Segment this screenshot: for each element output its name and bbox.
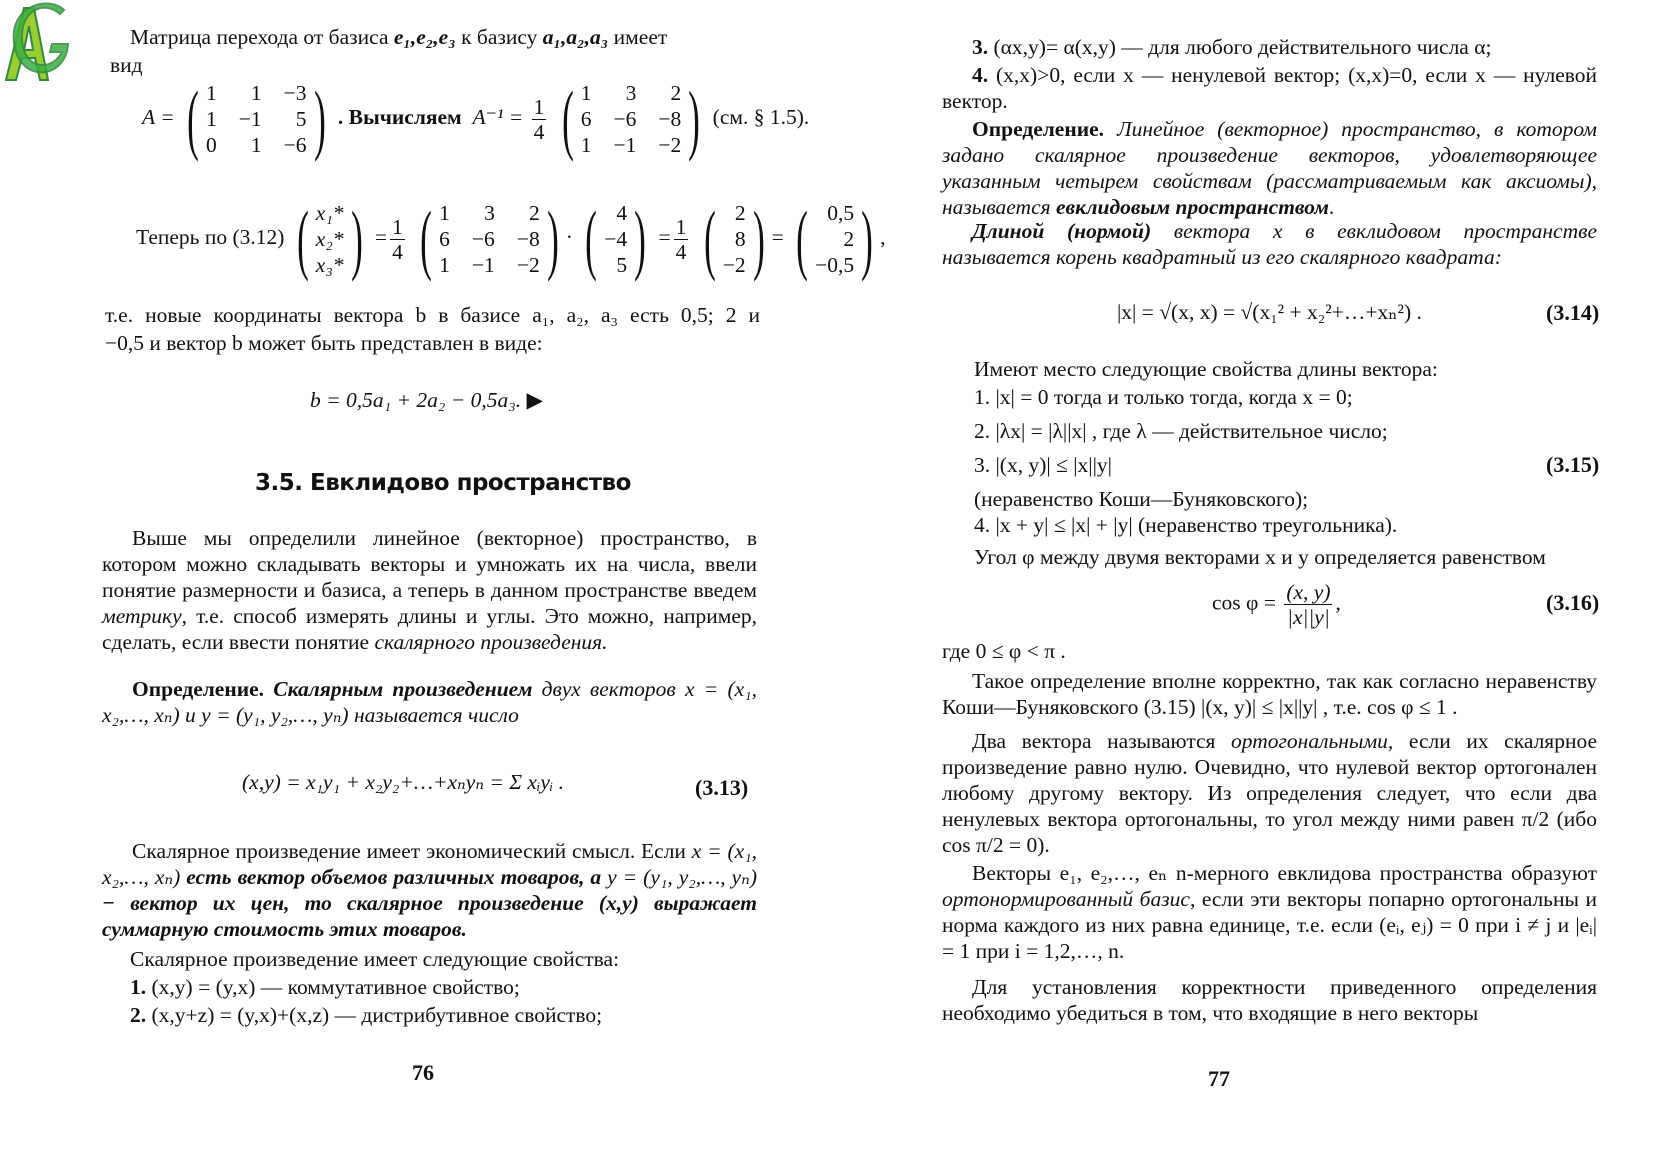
length-property-4: 4. |x + y| ≤ |x| + |y| (неравенство треугольника). xyxy=(974,513,1398,537)
matrix-cell: −4 xyxy=(604,227,628,251)
ag-logo-icon xyxy=(0,0,72,88)
equation-number: (3.16) xyxy=(1546,590,1600,615)
cauchy-note: (неравенство Коши—Буняковского); xyxy=(974,487,1309,511)
equation-number: (3.15) xyxy=(1546,452,1600,477)
matrix-a: ( 1 1 −3 1 −1 5 0 1 −6 ) xyxy=(187,75,326,162)
matrix-cell: 4 xyxy=(616,201,628,225)
matrix-cell: 0 xyxy=(206,133,217,157)
correctness-paragraph: Такое определение вполне корректно, так как согласно неравенству Коши—Буняковского (3.15) |(x, y)| ≤ |x||y| , т.е. cos φ ≤ 1 . xyxy=(942,669,1597,719)
orthonormal-basis-paragraph: Векторы e₁, e₂,…, eₙ n-мерного евклидова пространства образуют ортонормированный базис, если эти векторы попарно ортогональны и норма каждого из них равна единице, т.е. если (eᵢ, eⱼ) = 0 при i ≠ j и |eᵢ| = 1 при i = 1,2,…, n. xyxy=(942,861,1597,963)
property-2: 2. (x,y+z) = (y,x)+(x,z) — дистрибутивное свойство; xyxy=(130,1003,603,1027)
economic-meaning-paragraph: Скалярное произведение имеет экономический смысл. Если x = (x₁, x₂,…, xₙ) есть вектор объемов различных товаров, а y = (y₁, y₂,…, yₙ) − вектор их цен, то скалярное произведение (x,y) выражает суммарную стоимость этих товаров. xyxy=(102,839,757,941)
matrix-cell: −6 xyxy=(613,107,637,131)
vector-product: ( 2 8 −2 ) xyxy=(703,195,765,282)
b-equation xyxy=(310,388,543,413)
section-reference: (см. § 1.5). xyxy=(712,104,810,129)
matrix-cell: 1 xyxy=(580,81,592,105)
matrix-a-label: A = xyxy=(142,104,175,129)
basis-e: e₁,e₂,e₃ xyxy=(393,25,456,49)
matrix-cell: −1 xyxy=(613,133,637,157)
matrix-cell: 8 xyxy=(734,227,746,251)
matrix-cell: −8 xyxy=(658,107,682,131)
term-orthonormal-basis: ортонормированный базис xyxy=(942,887,1190,911)
properties-intro: Скалярное произведение имеет следующие свойства: xyxy=(130,947,620,971)
equation-3-13: (x,y) = x₁y₁ + x₂y₂+…+xₙyₙ = Σ xᵢyᵢ . xyxy=(242,770,565,794)
term-orthogonal: ортогональными, xyxy=(1231,729,1394,753)
cos-fraction: $\frac{(x, y)}{|x||y|}$ xyxy=(1286,580,1331,629)
matrix-cell: −8 xyxy=(516,227,540,251)
matrix-cell: x₂* xyxy=(315,227,344,251)
matrix-cell: −1 xyxy=(238,107,262,131)
matrix-cell: 1 xyxy=(580,133,592,157)
intro-mid: к базису xyxy=(461,25,538,49)
intro-line2: вид xyxy=(110,53,143,77)
matrix-cell: 1 xyxy=(250,133,262,157)
vector-b: ( 4 −4 5 ) xyxy=(585,195,646,282)
matrix-cell: 3 xyxy=(625,81,637,105)
matrix-cell: −2 xyxy=(722,253,746,277)
matrix-cell: x₃* xyxy=(315,253,344,277)
definition-euclidean-space: Определение. Линейное (векторное) пространство, в котором задано скалярное произведение векторов, удовлетворяющее указанным четырем свойствам (рассматриваемым как аксиомы), называется евклидовым пространством. xyxy=(942,117,1597,219)
vector-result: ( 0,5 2 −0,5 ) xyxy=(796,195,873,282)
matrix-equation xyxy=(142,75,810,162)
length-property-1: 1. |x| = 0 тогда и только тогда, когда x = 0; xyxy=(974,385,1353,409)
property-4: 4. (x,x)>0, если x — ненулевой вектор; (x,x)=0, если x — нулевой вектор. xyxy=(942,63,1598,113)
matrix-cell: 1 xyxy=(439,253,450,277)
coordinates-equation: Теперь по (3.12) ( x₁* x₂* x₃* ) = $\frac{1}{4}$ ( 1 3 2 6 −6 −8 1 −1 −2 ) · ( 4 −4 5 ) = $\frac{1}{4}$ ( 2 8 −2 ) = ( 0,5 2 −0,5 ) , xyxy=(136,195,886,282)
matrix-cell: −2 xyxy=(516,253,540,277)
now-text: Теперь по (3.12) xyxy=(136,224,285,249)
term-scalar-product: скалярного произведения. xyxy=(374,630,608,654)
right-page xyxy=(942,0,1642,1161)
b-equation-text: b = 0,5a₁ + 2a₂ − 0,5a₃. xyxy=(310,388,522,412)
equation-number: (3.14) xyxy=(1546,300,1600,325)
term-norm: Длиной (нормой) xyxy=(972,219,1152,243)
term-scalar: Скалярным произведением xyxy=(273,677,533,701)
fraction-quarter: $\frac{1}{4}$ xyxy=(675,214,687,264)
matrix-cell: 0,5 xyxy=(827,201,855,225)
matrix-cell: −6 xyxy=(283,133,307,157)
orthogonal-paragraph: Два вектора называются ортогональными, если их скалярное произведение равно нулю. Очевидно, что нулевой вектор ортогонален любому другому вектору. Из определения следует, что если два ненулевых вектора ортогональны, то угол между ними равен π/2 (ибо cos π/2 = 0). xyxy=(942,729,1598,857)
matrix-cell: 1 xyxy=(439,201,450,225)
property-3: 3. (αx,y)= α(x,y) — для любого действительного числа α; xyxy=(972,35,1492,59)
term-euclidean-space: евклидовым пространством xyxy=(1056,195,1329,219)
angle-text: Угол φ между двумя векторами x и y определяется равенством xyxy=(974,545,1546,569)
definition-scalar-product: Определение. Скалярным произведением двух векторов x = (x₁, x₂,…, xₙ) и y = (y₁, y₂,…, yₙ) называется число xyxy=(102,677,758,727)
matrix-cell: 2 xyxy=(734,201,746,225)
angle-range: где 0 ≤ φ < π . xyxy=(942,639,1066,663)
end-proof-icon: ▶ xyxy=(526,388,543,412)
matrix-cell: 2 xyxy=(670,81,682,105)
length-property-2: 2. |λx| = |λ||x| , где λ — действительное число; xyxy=(974,419,1388,443)
inverse-label: A⁻¹ = xyxy=(472,104,524,129)
matrix-cell: 2 xyxy=(528,201,540,225)
section-heading: 3.5. Евклидово пространство xyxy=(255,470,631,496)
matrix-cell: 1 xyxy=(206,81,217,105)
matrix-cell: 6 xyxy=(580,107,592,131)
matrix-a-inverse-2: ( 1 3 2 6 −6 −8 1 −1 −2 ) xyxy=(420,195,559,282)
intro-end: имеет xyxy=(613,25,668,49)
matrix-cell: −3 xyxy=(283,81,307,105)
coords-text-1: т.е. новые координаты вектора b в базисе a₁, a₂, a₃ есть 0,5; 2 и xyxy=(105,303,760,327)
matrix-cell: −0,5 xyxy=(815,253,855,277)
matrix-cell: 6 xyxy=(439,227,450,251)
vector-x-star: ( x₁* x₂* x₃* ) xyxy=(296,195,363,282)
definition-norm: Длиной (нормой) вектора x в евклидовом пространстве называется корень квадратный из его скалярного квадрата: xyxy=(942,219,1597,269)
matrix-cell: 3 xyxy=(484,201,495,225)
basis-a: a₁,a₂,a₃ xyxy=(542,25,609,49)
matrix-cell: 1 xyxy=(250,81,262,105)
property-1: 1. (x,y) = (y,x) — коммутативное свойство; xyxy=(130,975,520,999)
fraction-quarter: $\frac{1}{4}$ xyxy=(392,214,403,264)
intro-text: Матрица перехода от базиса xyxy=(130,25,389,49)
term-metric: метрику xyxy=(102,604,182,628)
matrix-cell: 2 xyxy=(843,227,855,251)
fraction-quarter: $\frac{1}{4}$ xyxy=(533,94,545,144)
matrix-cell: 5 xyxy=(295,107,307,131)
final-paragraph: Для установления корректности приведенного определения необходимо убедиться в том, что входящие в него векторы xyxy=(942,975,1597,1025)
coords-text-2: −0,5 и вектор b может быть представлен в виде: xyxy=(105,331,543,355)
intro-paragraph xyxy=(100,24,820,50)
compute-text: . Вычисляем xyxy=(337,104,462,129)
equation-number: (3.13) xyxy=(695,775,749,800)
intro-section-paragraph: Выше мы определили линейное (векторное) пространство, в котором можно складывать векторы и умножать их на числа, ввели понятие размерности и базиса, а теперь в данном пространстве введем метрику, т.е. способ измерять длины и углы. Это можно, например, сделать, если ввести понятие скалярного произведения. xyxy=(102,526,757,654)
matrix-cell: x₁* xyxy=(315,201,344,225)
page-number: 76 xyxy=(412,1060,434,1085)
page-number: 77 xyxy=(1208,1066,1230,1091)
matrix-cell: −1 xyxy=(471,253,495,277)
left-page xyxy=(100,0,886,1161)
matrix-cell: −6 xyxy=(471,227,495,251)
equation-3-16: cos φ = $\frac{(x, y)}{|x||y|}$ , xyxy=(1212,580,1341,629)
matrix-a-inverse: ( 1 3 2 6 −6 −8 1 −1 −2 ) xyxy=(561,75,701,162)
length-property-3: 3. |(x, y)| ≤ |x||y| xyxy=(974,453,1112,477)
length-properties-intro: Имеют место следующие свойства длины вектора: xyxy=(974,357,1438,381)
matrix-cell: −2 xyxy=(658,133,682,157)
equation-3-14: |x| = √(x, x) = √(x₁² + x₂²+…+xₙ²) . xyxy=(1117,300,1422,324)
matrix-cell: 5 xyxy=(616,253,628,277)
matrix-cell: 1 xyxy=(206,107,217,131)
